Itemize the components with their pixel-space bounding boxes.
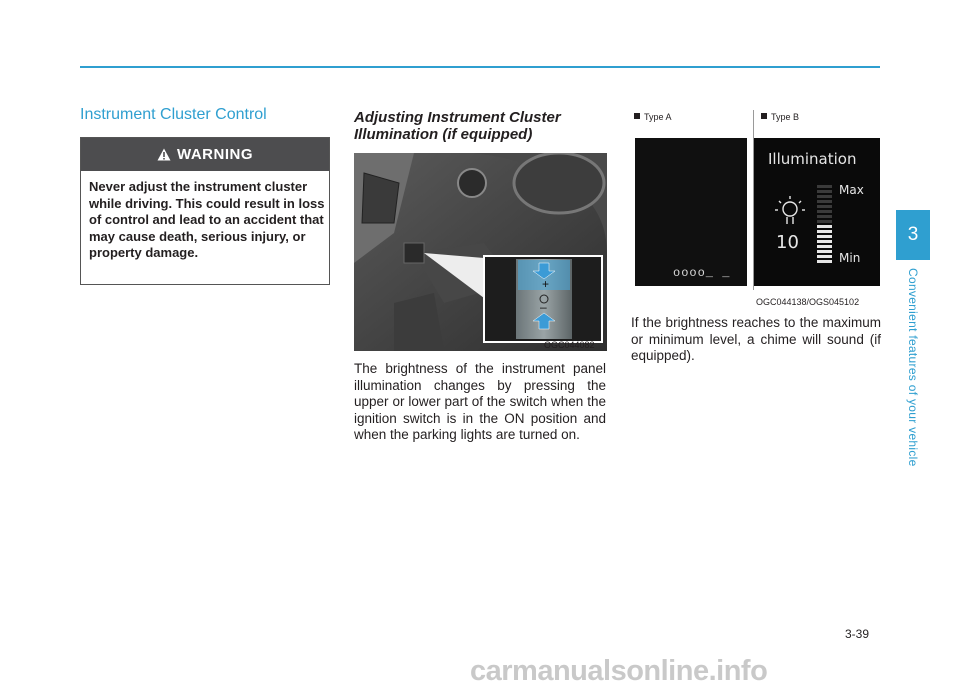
square-bullet-icon [634,113,640,119]
type-b-min: Min [839,251,861,265]
top-divider [80,66,880,68]
type-b-title: Illumination [768,150,857,168]
type-b-cluster-display [754,138,880,286]
cluster-caption: OGC044138/OGS045102 [756,297,860,307]
illumination-icon [775,196,805,224]
type-a-label: Type A [634,112,672,122]
warning-triangle-icon [157,148,171,161]
section-title: Instrument Cluster Control [80,106,267,123]
type-b-max: Max [839,183,864,197]
plus-symbol: + [542,277,550,291]
warning-header [81,138,329,171]
minus-symbol: – [540,300,547,314]
chapter-tab: 3 [896,210,930,260]
brightness-level-bars [817,185,832,263]
warning-text: Never adjust the instrument cluster while driving. This could result in loss of control and lead to an accident that may cause death, serious injury, or property damage. [89,179,325,260]
photo-caption: OGC044082 [544,340,595,350]
dashboard-switch-photo [354,153,607,351]
type-b-label: Type B [761,112,799,122]
square-bullet-icon [761,113,767,119]
watermark: carmanualsonline.info [470,655,768,687]
type-a-cluster-display [635,138,747,286]
warning-heading: WARNING [177,146,253,163]
page-number: 3-39 [845,627,870,641]
warning-box [80,137,330,285]
chapter-title: Convenient features of your vehicle [906,268,920,467]
subsection-title: Adjusting Instrument Cluster Illumination (if equipped) [354,109,561,143]
type-a-segment-display: oooo_ _ [673,266,731,280]
body-text-left: The brightness of the instrument panel illumination changes by pressing the upper or lower part of the switch when the ignition switch is in the ON position and when the parking lights are turned on. [354,361,606,442]
type-b-level: 10 [776,232,799,253]
body-text-right: If the brightness reaches to the maximum or minimum level, a chime will sound (if equipped). [631,315,881,363]
